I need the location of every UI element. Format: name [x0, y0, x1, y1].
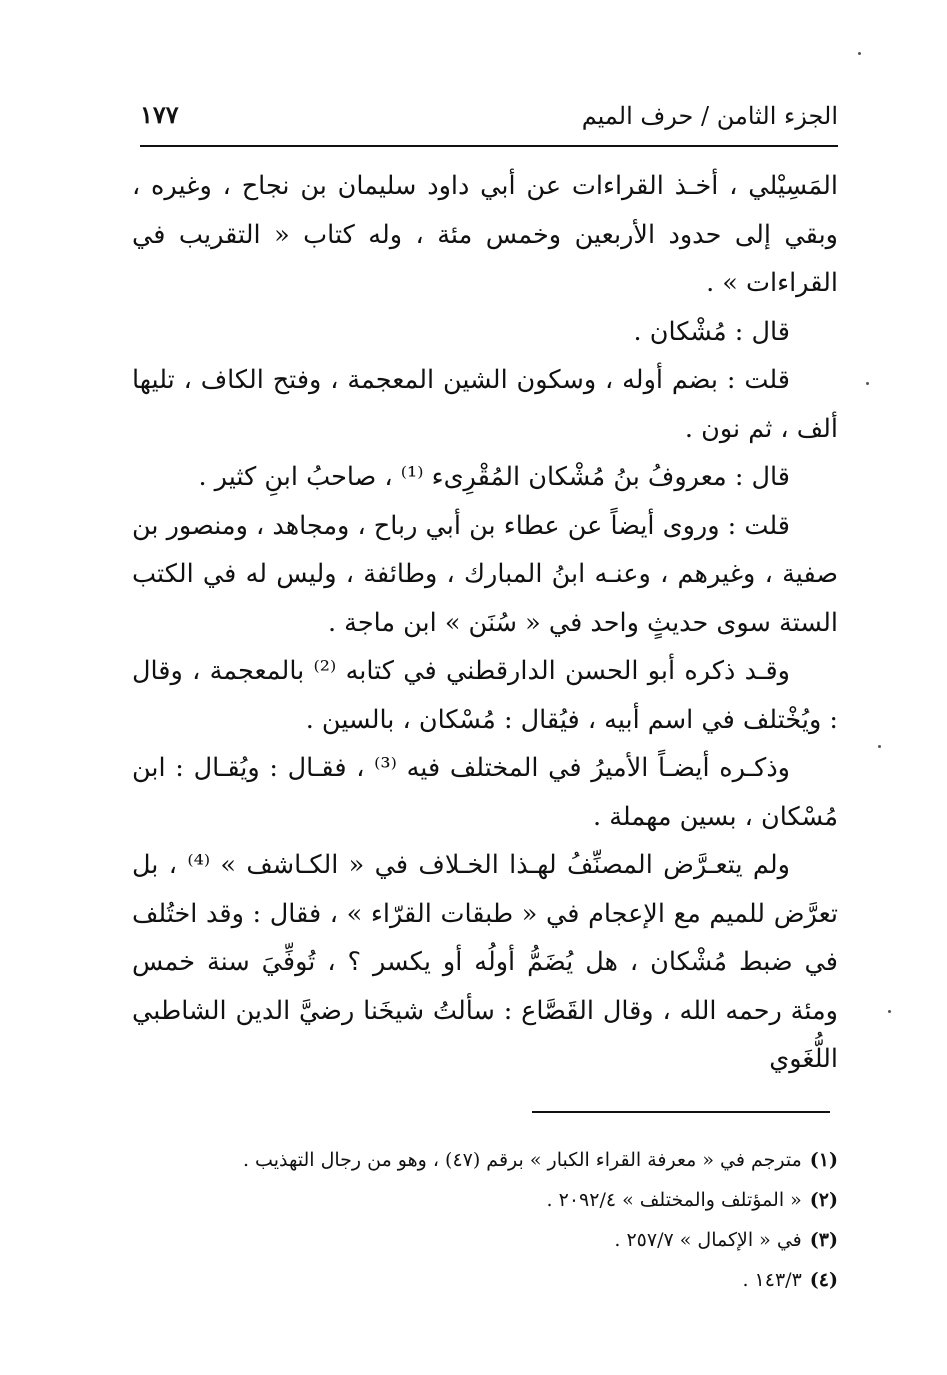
paragraph-6: وقـد ذكره أبو الحسن الدارقطني في كتابه ⁽²⁾ بالمعجمة ، وقال : ويُخْتلف في اسم أبيه ، فيُقال : مُسْكان ، بالسين . [132, 656, 838, 735]
footnote-text: ١٤٣/٣ . [742, 1269, 802, 1291]
paragraph-1: المَسِيْلي ، أخـذ القراءات عن أبي داود سليمان بن نجاح ، وغيره ، وبقي إلى حدود الأربعين وخمس مئة ، وله كتاب « التقريب في القراءات » . [132, 171, 838, 298]
footnote-number: (٣) [809, 1229, 838, 1251]
body-text [132, 162, 838, 1084]
scan-speck [866, 382, 869, 385]
paragraph-2: قال : مُشْكان . [633, 316, 790, 347]
paragraph-4: قال : معروفُ بنُ مُشْكان المُقْرِىء ⁽¹⁾ ، صاحبُ ابنِ كثير . [198, 462, 790, 492]
footnote-2 [200, 1180, 838, 1220]
paragraph-8: ولم يتعـرَّض المصنِّفُ لهـذا الخـلاف في « الكـاشف » ⁽⁴⁾ ، بل تعرَّض للميم مع الإعجام في « طبقات القرّاء » ، فقال : وقد اختُلف في ضبط مُشْكان ، هل يُضَمُّ أولُه أو يكسر ؟ ، تُوفِّيَ سنة خمس ومئة رحمه الله ، وقال القَصَّاع : سألتُ شيخَنا رضيَّ الدين الشاطبي اللُّغَوي [132, 850, 838, 1074]
footnotes [200, 1140, 838, 1300]
running-header [140, 96, 838, 142]
page-number: ١٧٧ [140, 100, 179, 129]
paragraph-3: قلت : بضم أوله ، وسكون الشين المعجمة ، وفتح الكاف ، تليها ألف ، ثم نون . [132, 365, 838, 444]
footnote-text: في « الإكمال » ٢٥٧/٧ . [614, 1229, 802, 1251]
scan-speck [858, 52, 861, 55]
paragraph-5: قلت : وروى أيضاً عن عطاء بن أبي رباح ، ومجاهد ، ومنصور بن صفية ، وغيرهم ، وعنـه ابنُ المبارك ، وطائفة ، وليس له في الكتب الستة سوى حديثٍ واحد في « سُنَن » ابن ماجة . [132, 510, 838, 638]
footnote-text: « المؤتلف والمختلف » ٢٠٩٢/٤ . [546, 1189, 802, 1211]
footnote-3 [200, 1220, 838, 1260]
footnote-rule [532, 1111, 830, 1113]
footnote-number: (٤) [809, 1269, 838, 1291]
scan-speck [888, 1010, 891, 1013]
paragraph-7: وذكـره أيضـاً الأميرُ في المختلف فيه ⁽³⁾ ، فقـال : ويُقـال : ابن مُسْكان ، بسين مهملة . [132, 753, 838, 832]
scan-speck [878, 745, 881, 748]
footnote-4 [200, 1260, 838, 1300]
footnote-number: (٢) [809, 1189, 838, 1211]
header-rule [140, 145, 838, 147]
header-title: الجزء الثامن / حرف الميم [581, 102, 838, 130]
footnote-number: (١) [809, 1149, 838, 1171]
footnote-1 [200, 1140, 838, 1180]
footnote-text: مترجم في « معرفة القراء الكبار » برقم (٤٧) ، وهو من رجال التهذيب . [242, 1149, 802, 1171]
